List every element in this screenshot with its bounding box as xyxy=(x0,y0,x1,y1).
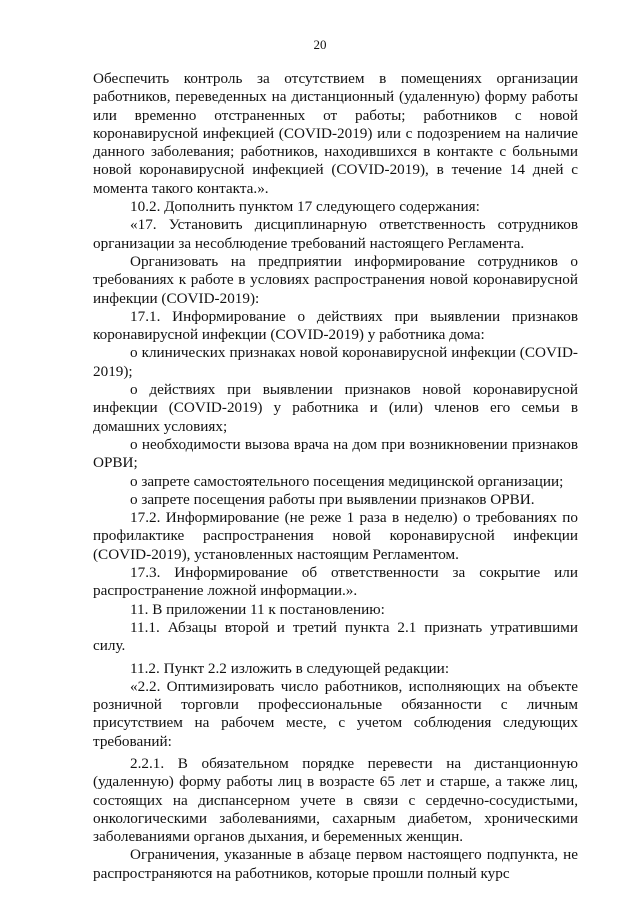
paragraph-11-1: 11.1. Абзацы второй и третий пункта 2.1 признать утратившими силу. xyxy=(93,618,578,655)
paragraph-organize-informing: Организовать на предприятии информирование сотрудников о требованиях к работе в условиях распространения новой коронавирусной инфекции (COVID-2019): xyxy=(93,252,578,307)
paragraph-restrictions: Ограничения, указанные в абзаце первом настоящего подпункта, не распространяются на работников, которые прошли полный курс xyxy=(93,846,578,882)
paragraph-2-2: «2.2. Оптимизировать число работников, исполняющих на объекте розничной торговли профессиональные обязанности с личным присутствием на рабочем месте, с учетом соблюдения следующих требований: xyxy=(93,677,578,750)
paragraph-17-2: 17.2. Информирование (не реже 1 раза в неделю) о требованиях по профилактике распространения новой коронавирусной инфекции (COVID-2019), установленных настоящим Регламентом. xyxy=(93,509,578,563)
paragraph-11: 11. В приложении 11 к постановлению: xyxy=(130,600,385,618)
list-item-no-clinic-visit: о запрете самостоятельного посещения медицинской организации; xyxy=(130,472,564,490)
paragraph-11-2: 11.2. Пункт 2.2 изложить в следующей редакции: xyxy=(130,659,450,677)
paragraph-17: «17. Установить дисциплинарную ответственность сотрудников организации за несоблюдение требований настоящего Регламента. xyxy=(93,216,578,252)
page-number: 20 xyxy=(313,37,327,52)
list-item-actions-at-home: о действиях при выявлении признаков новой коронавирусной инфекции (COVID-2019) у работника и (или) членов его семьи в домашних условиях; xyxy=(93,381,578,435)
paragraph-control-absence: Обеспечить контроль за отсутствием в помещениях организации работников, переведенных на дистанционный (удаленную) форму работы или временно отстраненных от работы; работников с новой коронавирусной инфекцией (COVID-2019) или с подозрением на наличие данного заболевания; работников, находившихся в контакте с больными новой коронавирусной инфекцией (COVID-2019), в течение 14 дней с момента такого контакта.». xyxy=(93,70,578,197)
paragraph-17-3: 17.3. Информирование об ответственности за сокрытие или распространение ложной информации.». xyxy=(93,564,578,600)
document-body xyxy=(93,70,578,883)
list-item-doctor-call: о необходимости вызова врача на дом при возникновении признаков ОРВИ; xyxy=(93,435,578,472)
paragraph-17-1: 17.1. Информирование о действиях при выявлении признаков коронавирусной инфекции (COVID-2019) у работника дома: xyxy=(93,307,578,344)
list-item-clinical-signs: о клинических признаках новой коронавирусной инфекции (COVID-2019); xyxy=(93,344,578,380)
list-item-no-work-visit: о запрете посещения работы при выявлении признаков ОРВИ. xyxy=(130,490,535,508)
paragraph-10-2: 10.2. Дополнить пунктом 17 следующего содержания: xyxy=(130,198,480,216)
paragraph-2-2-1: 2.2.1. В обязательном порядке перевести на дистанционную (удаленную) форму работы лиц в возрасте 65 лет и старше, а также лиц, состоящих на диспансерном учете в связи с сердечно-сосудистыми, онкологическими заболеваниями, сахарным диабетом, хроническими заболеваниями органов дыхания, и беременных женщин. xyxy=(93,754,578,846)
